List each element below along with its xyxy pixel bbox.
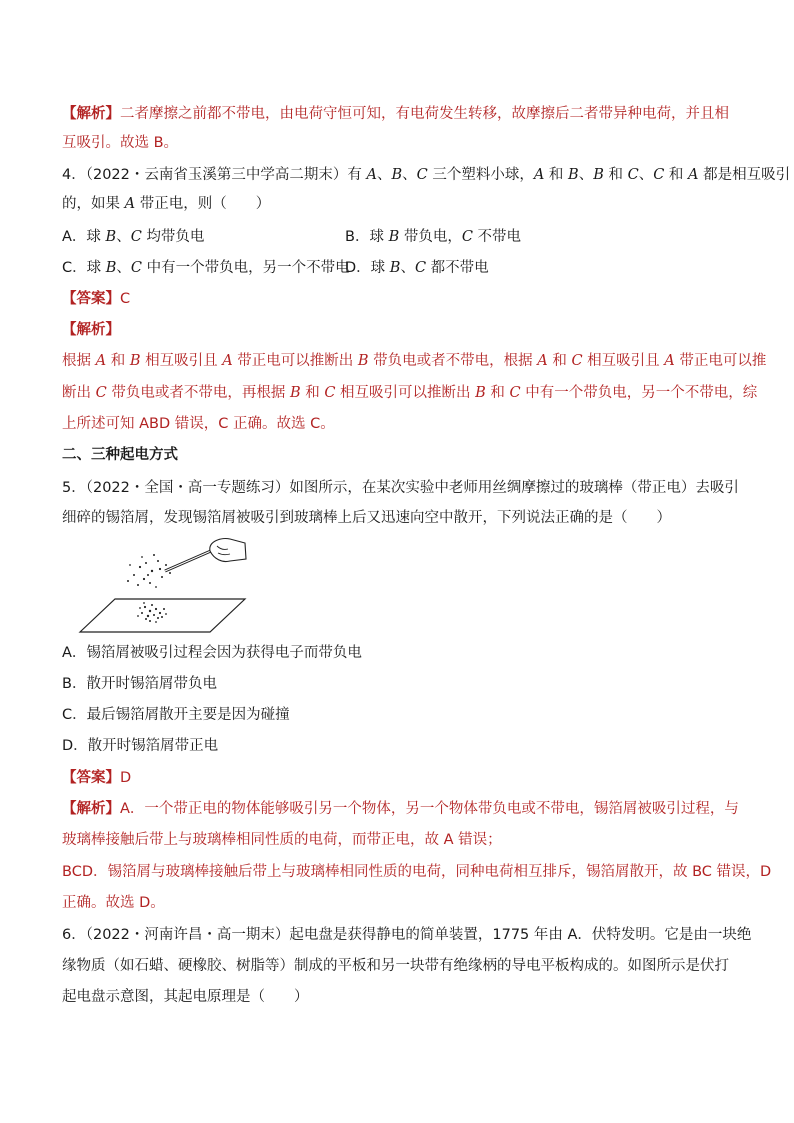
q5-option-d[interactable]: D．散开时锡箔屑带正电: [62, 738, 219, 754]
section-heading: 二、三种起电方式: [62, 447, 178, 463]
q4-analysis-line-3: 上所述可知 ABD 错误，C 正确。故选 C。: [62, 416, 335, 432]
q4-analysis-line-1: 根据 A 和 B 相互吸引且 A 带正电可以推断出 B 带负电或者不带电，根据 A 和 C 相互吸引且 A 带正电可以推: [62, 353, 767, 369]
q4-answer: 【答案】C: [62, 291, 131, 307]
q6-stem-line-1: 6．（2022・河南许昌・高一期末）起电盘是获得静电的简单装置，1775 年由 A．伏特发明。它是由一块绝: [62, 927, 752, 943]
q5-option-a[interactable]: A．锡箔屑被吸引过程会因为获得电子而带负电: [62, 645, 362, 661]
q5-option-b[interactable]: B．散开时锡箔屑带负电: [62, 676, 217, 692]
analysis-label: 【解析】: [62, 106, 120, 122]
q5-analysis-line-3: BCD．锡箔屑与玻璃棒接触后带上与玻璃棒相同性质的电荷，同种电荷相互排斥，锡箔屑散开，故 BC 错误，D: [62, 864, 772, 880]
q6-stem-line-2: 缘物质（如石蜡、硬橡胶、树脂等）制成的平板和另一块带有绝缘柄的导电平板构成的。如图所示是伏打: [62, 958, 729, 974]
plate-outline: [80, 599, 245, 632]
q5-stem-line-2: 细碎的锡箔屑，发现锡箔屑被吸引到玻璃棒上后又迅速向空中散开，下列说法正确的是（ ）: [62, 510, 671, 526]
q5-answer: 【答案】D: [62, 770, 132, 786]
q4-option-c[interactable]: C．球 B、C 中有一个带负电，另一个不带电: [62, 260, 350, 276]
q3-analysis-line-2: 互吸引。故选 B。: [62, 135, 179, 151]
q4-stem-line-1: 4．（2022・云南省玉溪第三中学高二期末）有 A、B、C 三个塑料小球，A 和 B、B 和 C、C 和 A 都是相互吸引: [62, 167, 791, 183]
q5-option-c[interactable]: C．最后锡箔屑散开主要是因为碰撞: [62, 707, 290, 723]
q4-stem-line-2: 的，如果 A 带正电，则（ ）: [62, 196, 271, 212]
q4-option-d[interactable]: D．球 B、C 都不带电: [345, 260, 489, 276]
q3-analysis-line-1: 【解析】二者摩擦之前都不带电，由电荷守恒可知，有电荷发生转移，故摩擦后二者带异种电荷，并且相: [62, 106, 729, 122]
q5-analysis-line-4: 正确。故选 D。: [62, 895, 165, 911]
hand-icon: [210, 539, 246, 562]
glass-rod-foil-figure: [70, 537, 250, 637]
q6-stem-line-3: 起电盘示意图，其起电原理是（ ）: [62, 989, 309, 1005]
q5-stem-line-1: 5．（2022・全国・高一专题练习）如图所示，在某次实验中老师用丝绸摩擦过的玻璃棒（带正电）去吸引: [62, 480, 739, 496]
q4-option-a[interactable]: A．球 B、C 均带负电: [62, 229, 205, 245]
foil-scraps-air: [127, 554, 171, 588]
q5-analysis-line-1: 【解析】A．一个带正电的物体能够吸引另一个物体，另一个物体带负电或不带电，锡箔屑被吸引过程，与: [62, 801, 739, 817]
q4-option-b[interactable]: B．球 B 带负电，C 不带电: [345, 229, 522, 245]
q4-analysis-line-2: 断出 C 带负电或者不带电，再根据 B 和 C 相互吸引可以推断出 B 和 C 中有一个带负电，另一个不带电，综: [62, 385, 758, 401]
q5-analysis-line-2: 玻璃棒接触后带上与玻璃棒相同性质的电荷，而带正电，故 A 错误；: [62, 832, 502, 848]
q4-analysis-label: 【解析】: [62, 322, 120, 338]
foil-scraps-plate: [137, 602, 167, 623]
answer-label: 【答案】: [62, 291, 120, 307]
